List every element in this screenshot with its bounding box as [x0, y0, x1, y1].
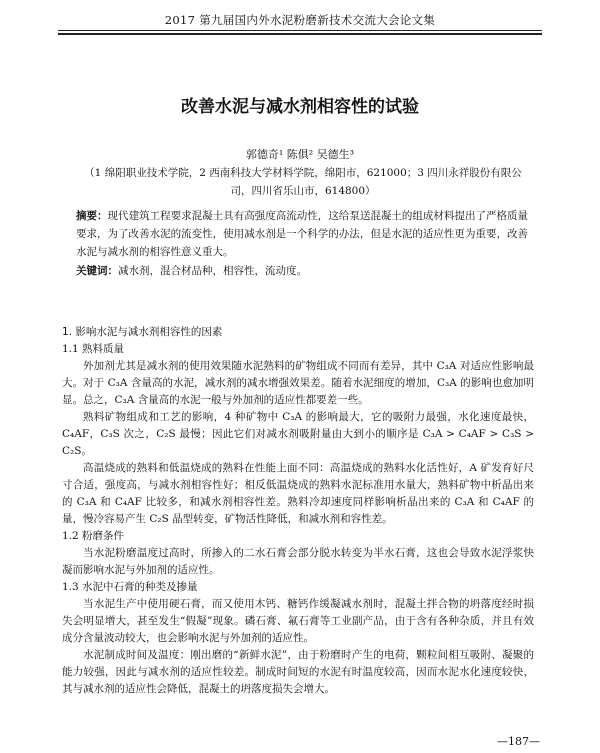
keywords — [76, 263, 528, 278]
header-rule — [58, 30, 542, 31]
keywords-text: 减水剂，混合材品种，相容性，流动度。 — [118, 265, 307, 277]
abstract — [76, 207, 528, 261]
subsection-heading: 1.3 水泥中石膏的种类及掺量 — [62, 581, 198, 593]
paper-title: 改善水泥与减水剂相容性的试验 — [181, 97, 419, 117]
keywords-label: 关键词： — [76, 265, 118, 277]
affiliation-line: 司，四川省乐山市，614800） — [230, 185, 376, 197]
paragraph: 熟料矿物组成和工艺的影响，4 种矿物中 C₃A 的影响最大，它的吸附力最强，水化速度最快，C₄AF，C₃S 次之，C₂S 最慢；因此它们对减水剂吸附量由大到小的顺序是 C₃A > C₄AF > C₃S > C₂S。 — [62, 411, 534, 457]
running-header: 2017 第九届国内外水泥粉磨新技术交流大会论文集 — [164, 13, 436, 27]
paper-affiliations — [76, 164, 530, 200]
header-rule-thick — [58, 33, 542, 35]
affiliation-line: （1 绵阳职业技术学院，2 西南科技大学材料学院，绵阳市，621000；3 四川永祥股份有限公 — [84, 167, 522, 179]
section-heading: 1. 影响水泥与减水剂相容性的因素 — [62, 326, 223, 338]
paragraph: 水泥制成时间及温度：刚出磨的“新鲜水泥”，由于粉磨时产生的电荷，颗粒间相互吸附、凝聚的能力较强，因此与减水剂的适应性较差。制成时间短的水泥有时温度较高，因而水泥水化速度较快，其与减水剂的适应性会降低，混凝土的坍落度损失会增大。 — [62, 649, 534, 695]
page-number: —187— — [497, 735, 540, 748]
paragraph: 当水泥粉磨温度过高时，所掺入的二水石膏会部分脱水转变为半水石膏，这也会导致水泥浮浆快凝而影响水泥与外加剂的适应性。 — [62, 547, 534, 576]
paragraph: 外加剂尤其是减水剂的使用效果随水泥熟料的矿物组成不同而有差异，其中 C₃A 对适应性影响最大。对于 C₃A 含量高的水泥，减水剂的减水增强效果差。随着水泥细度的增加，C₃A 的影响也愈加明显。总之，C₃A 含量高的水泥一般与外加剂的适应性都要差一些。 — [62, 360, 534, 406]
paper-authors: 郭德奇¹ 陈俱² 吴德生³ — [245, 148, 355, 161]
subsection-heading: 1.1 熟料质量 — [62, 343, 125, 355]
abstract-label: 摘要： — [76, 210, 108, 222]
subsection-heading: 1.2 粉磨条件 — [62, 530, 125, 542]
paragraph: 高温烧成的熟料和低温烧成的熟料在性能上面不同：高温烧成的熟料水化活性好，A 矿发育好尺寸合适，强度高，与减水剂相容性好；相反低温烧成的熟料水泥标准用水量大，熟料矿物中析晶出来的 C₃A 和 C₄AF 比较多，和减水剂相容性差。熟料冷却速度同样影响析晶出来的 C₃A 和 C₄AF 的量，慢冷容易产生 C₂S 晶型转变，矿物活性降低，和减水剂和容性差。 — [62, 462, 534, 525]
paragraph: 当水泥生产中使用硬石膏，而又使用木钙、糖钙作缓凝减水剂时，混凝土拌合物的坍落度经时损失会明显增大，甚至发生“假凝”现象。磷石膏、氟石膏等工业副产品，由于含有各种杂质，并且有效成分含量波动较大，也会影响水泥与外加剂的适应性。 — [62, 598, 534, 644]
main-body — [62, 324, 534, 698]
abstract-text: 现代建筑工程要求混凝土具有高强度高流动性，这给泵送混凝土的组成材料提出了严格质量要求，为了改善水泥的流变性，使用减水剂是一个科学的办法，但是水泥的适应性更为重要，改善水泥与减水剂的相容性意义重大。 — [76, 210, 529, 258]
